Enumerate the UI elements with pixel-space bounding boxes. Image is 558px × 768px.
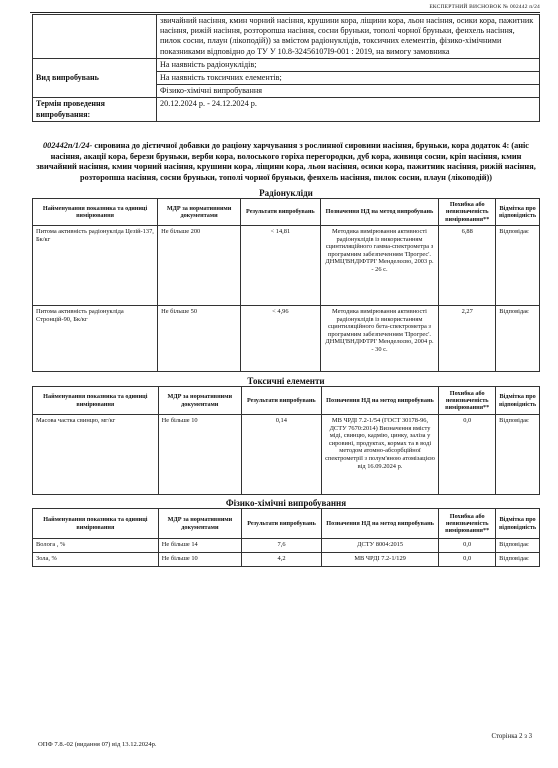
header-rule: [30, 12, 540, 13]
sample-description: [30, 141, 542, 183]
table-row: Питома активність радіонукліда Цезій-137, Бк/кг Не більше 200 < 14,81 Методика вимірювання активності радіонуклідів із використанням сцинтиляційного гамма-спектрометра з програмним забезпеченням 'Прогрес'. ДНМЦ'ВНДІФТРІ' Менделєєво, 2003 р. - 26 с. 6,88 Відповідає: [33, 226, 540, 306]
test-type-row: [33, 58, 540, 98]
table-header: Найменування показника та одиниці вимірювання МДР за нормативними документами Результати випробувань Позначення НД на метод випробувань Похибка або невизначеність вимірювання** Відмітка про відповідність: [33, 387, 540, 415]
form-reference: ОПФ 7.8.-02 (видання 07) від 13.12.2024р.: [38, 741, 157, 748]
section-title-physchem: Фізико-хімічні випробування: [225, 498, 347, 508]
test-type-physchem: Фізико-хімічні випробування: [160, 86, 263, 96]
table-row: Питома активність радіонукліда Стронцій-90, Бк/кг Не більше 50 < 4,96 Методика вимірювання активності радіонуклідів із використанням сцинтиляційного бета-спектрометра з програмним забезпеченням 'Прогрес'. ДНМЦ'ВНДІФТРІ' Менделєєво, 2004 р. - 30 с. 2,27 Відповідає: [33, 306, 540, 372]
physchem-table: [32, 508, 540, 567]
toxic-elements-table: [32, 386, 540, 495]
test-type-label: Вид випробувань: [33, 58, 157, 98]
test-period-value: 20.12.2024 р. - 24.12.2024 р.: [157, 98, 540, 121]
table-row: Зола, % Не більше 10 4,2 МВ ЧРДІ 7.2-1/129 0,0 Відповідає: [33, 553, 540, 567]
table-row: Масова частка свинцю, мг/кг Не більше 10 0,14 МВ ЧРДІ 7.2-1/54 (ГОСТ 30178-96, ДСТУ 7670:2014) Визначення вмісту міді, свинцю, кадмію, цинку, заліза у сировині, продуктах, кормах та в воді методом атомно-абсорбційної спектрометрії з полум'яною атомізацією від 16.09.2024 р. 0,0 Відповідає: [33, 415, 540, 495]
test-period-row: [33, 98, 540, 121]
page-number: Сторінка 2 з 3: [491, 733, 532, 740]
section-title-toxic: Токсичні елементи: [247, 376, 325, 386]
test-type-radionuclides: На наявність радіонуклідів;: [157, 59, 539, 72]
sample-code: 002442п/1/24-: [42, 141, 93, 150]
radionuclides-table: [32, 198, 540, 372]
sample-text: сировина до дієтичної добавки до раціону харчування з рослинної сировини насіння, бруньки, кора додаток 4: (аніс насіння, акації кора, берези бруньки, верби кора, волоського горіха перегородки, дуб кора, живиця сосни, кріп насіння, кмин звичайний насіння, кмин чорний насіння, крушини кора, ліщини кора, льон насіння, осики кора, пажитник насіння, рижій насіння, розторопша насіння, сосни бруньки, тополі чорної бруньки, фенхель насіння, пилок сосни, плаун (лікоподій)): [36, 141, 536, 182]
table-header: Найменування показника та одиниці вимірювання МДР за нормативними документами Результати випробувань Позначення НД на метод випробувань Похибка або невизначеність вимірювання** Відмітка про відповідність: [33, 199, 540, 226]
test-info-table: [32, 14, 540, 122]
product-description: звичайний насіння, кмин чорний насіння, крушини кора, ліщини кора, льон насіння, осики кора, пажитник насіння, рижій насіння, розторопша насіння, сосни бруньки, тополі чорної бруньки, фенхель насіння, пилок сосни, плаун (лікоподій)) за вмістом радіонуклідів, токсичних елементів, фізико-хімічними показниками відповідно до ТУ У 10.8-32456107I9-001 : 2019, на вимогу замовника: [157, 15, 540, 59]
section-title-radionuclides: Радіонукліди: [259, 188, 313, 198]
test-period-label: Термін проведення випробування:: [33, 98, 157, 121]
document-reference: ЕКСПЕРТНИЙ ВИСНОВОК № 002442 п/24: [429, 4, 540, 10]
table-row: Волога , % Не більше 14 7,6 ДСТУ 8004:2015 0,0 Відповідає: [33, 539, 540, 553]
table-header: Найменування показника та одиниці вимірювання МДР за нормативними документами Результати випробувань Позначення НД на метод випробувань Похибка або невизначеність вимірювання** Відмітка про відповідність: [33, 509, 540, 539]
test-type-toxic: На наявність токсичних елементів;: [157, 72, 539, 85]
